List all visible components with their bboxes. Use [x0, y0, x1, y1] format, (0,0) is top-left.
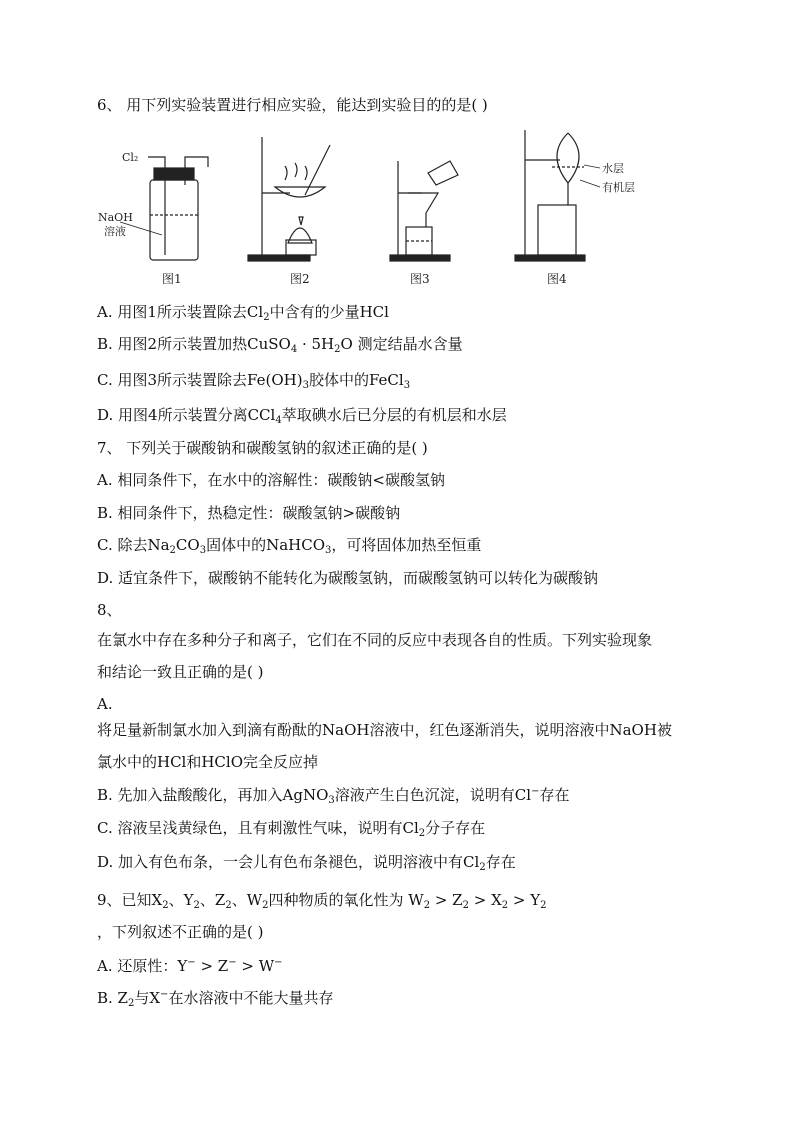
- q8-option-a-label: A.: [97, 695, 113, 713]
- fig2-caption: 图2: [290, 272, 310, 286]
- fig4-water-layer-label: 水层: [602, 162, 624, 175]
- q6-option-d: D. 用图4所示装置分离CCl$_4$萃取碘水后已分层的有机层和水层: [97, 406, 507, 426]
- q9-option-a: A. 还原性：Y− > Z− > W−: [97, 957, 283, 975]
- q6-option-a: A. 用图1所示装置除去$Cl_2$中含有的少量HCl: [97, 303, 389, 323]
- q9-stem-line-2: ，下列叙述不正确的是( ): [97, 923, 264, 941]
- q8-option-c: C. 溶液呈浅黄绿色，且有刺激性气味，说明有$Cl_2$分子存在: [97, 819, 486, 839]
- q6-option-c: C. 用图3所示装置除去$Fe(OH)_3$胶体中的FeCl$_3$: [97, 371, 411, 391]
- fig1-caption: 图1: [162, 272, 182, 286]
- q6-option-b: B. 用图2所示装置加热CuSO$_4$ · $5H_2O$ 测定结晶水含量: [97, 335, 463, 355]
- q7-option-a: A. 相同条件下，在水中的溶解性：碳酸钠<碳酸氢钠: [97, 471, 445, 489]
- figure-4-separatory-funnel: [515, 130, 585, 261]
- q6-stem: 6、 用下列实验装置进行相应实验，能达到实验目的的是( ): [97, 96, 488, 114]
- q6-apparatus-figures: [90, 125, 650, 295]
- q7-option-d: D. 适宜条件下，碳酸钠不能转化为碳酸氢钠，而碳酸氢钠可以转化为碳酸钠: [97, 569, 599, 587]
- figure-1-gas-washing-bottle: [120, 157, 208, 260]
- figure-2-heating-stand: [248, 137, 330, 261]
- q8-stem-line-2: 和结论一致且正确的是( ): [97, 663, 264, 681]
- q7-option-b: B. 相同条件下，热稳定性：碳酸氢钠>碳酸钠: [97, 504, 401, 522]
- fig1-solution-label-2: 溶液: [104, 225, 126, 238]
- q8-option-b: B. 先加入盐酸酸化，再加入AgNO$_3$溶液产生白色沉淀，说明有Cl−存在: [97, 786, 570, 806]
- q8-option-a-line-1: 将足量新制氯水加入到滴有酚酞的NaOH溶液中，红色逐渐消失，说明溶液中NaOH被: [97, 721, 672, 739]
- q9-stem-line-1: 9、已知$X_2$、$Y_2$、$Z_2$、$W_2$四种物质的氧化性为 $W_2 > Z_2 > X_2 > Y_2$: [97, 891, 547, 911]
- q8-number: 8、: [97, 601, 122, 619]
- q8-option-d: D. 加入有色布条，一会儿有色布条褪色，说明溶液中有$Cl_2$存在: [97, 853, 516, 873]
- q7-stem: 7、 下列关于碳酸钠和碳酸氢钠的叙述正确的是( ): [97, 439, 428, 457]
- fig4-organic-layer-label: 有机层: [602, 181, 635, 194]
- figure-3-filtration: [390, 161, 458, 261]
- q8-stem-line-1: 在氯水中存在多种分子和离子，它们在不同的反应中表现各自的性质。下列实验现象: [97, 631, 653, 649]
- fig4-caption: 图4: [547, 272, 567, 286]
- fig1-solution-label-1: NaOH: [98, 211, 133, 224]
- fig1-gas-label: Cl₂: [122, 151, 139, 164]
- q8-option-a-line-2: 氯水中的HCl和HClO完全反应掉: [97, 753, 319, 771]
- fig3-caption: 图3: [410, 272, 430, 286]
- q7-option-c: C. 除去$Na_2CO_3$固体中的NaHCO$_3$，可将固体加热至恒重: [97, 536, 482, 556]
- q9-option-b: B. $Z_2$与X−在水溶液中不能大量共存: [97, 989, 334, 1009]
